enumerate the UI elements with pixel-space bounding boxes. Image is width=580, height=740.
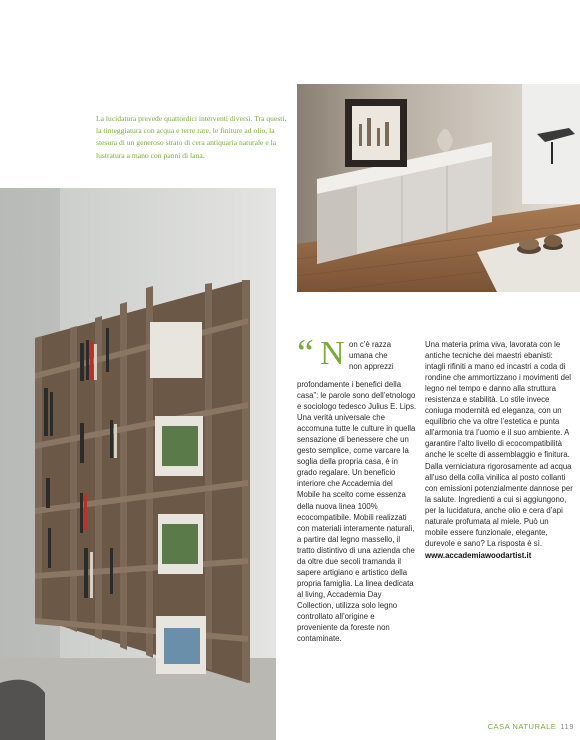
sideboard-scene <box>297 84 580 292</box>
bookshelf-scene <box>0 188 276 740</box>
bookshelf-photo <box>0 188 276 740</box>
right-text-column <box>425 339 573 561</box>
drop-cap: N <box>320 335 345 372</box>
page-footer <box>432 722 574 731</box>
lead-line: umana che <box>349 351 388 361</box>
sideboard-photo <box>297 84 580 292</box>
lead-lines <box>349 339 417 372</box>
left-text-column <box>297 332 417 644</box>
left-column-body: profondamente i benefici della casa”: le parole sono dell’etnologo e sociologo tedesco Julius E. Lips. Una verità universale che accomuna tutte le culture in quella sensazione di benessere che un gesto semplice, come varcare la soglia della propria casa, è in grado regalare. Un beneficio interiore che Accademia del Mobile ha scelto come essenza della nuova linea 100% ecocompatibile. Mobili realizzati con materiali interamente naturali, a partire dal legno massello, il tratto distintivo di una azienda che da oltre due secoli tramanda il sapere artigiano e artistico della propria famiglia. La linea dedicata al living, Accademia Day Collection, utilizza solo legno controllato all’origine e proveniente da foreste non contaminate. <box>297 380 417 644</box>
quote-mark: “ <box>297 332 314 374</box>
lead-line: on c’è razza <box>349 340 392 349</box>
website-link[interactable]: www.accademiawoodartist.it <box>425 550 532 560</box>
lead-line: non apprezzi <box>349 362 394 372</box>
magazine-name: CASA NATURALE <box>487 722 557 731</box>
right-column-body: Una materia prima viva, lavorata con le antiche tecniche dei maestri ebanisti: intagli rifiniti a mano ed incastri a coda di rondine che ammortizzano i movimenti del legno nel tempo e danno alla struttura resistenza e stabilità. Lo stile invece coniuga modernità ed eleganza, con un equilibrio che va oltre l’estetica e punta all’armonia tra l’uomo e il suo ambiente. A garantire l’alto livello di ecocompatibilità anche le scelte di assemblaggio e finitura. Dalla verniciatura rigorosamente ad acqua all’uso della colla vinilica al posto collanti con emissioni potenzialmente dannose per la salute. Ingredienti a cui si aggiungono, per la lucidatura, anche olio e cera d’api naturale profumata al miele. Può un mobile essere funzionale, elegante, durevole e sano? La risposta è sì. <box>425 340 573 548</box>
photo-caption: La lucidatura prevede quattordici interventi diversi. Tra questi, la tinteggiatura con acqua e terre rare, le finiture ad olio, la stesura di un generoso strato di cera antiquaria naturale e la lustratura a mano con panni di lana. <box>96 114 287 160</box>
page-number: 119 <box>560 722 574 731</box>
lead-block <box>297 332 417 379</box>
